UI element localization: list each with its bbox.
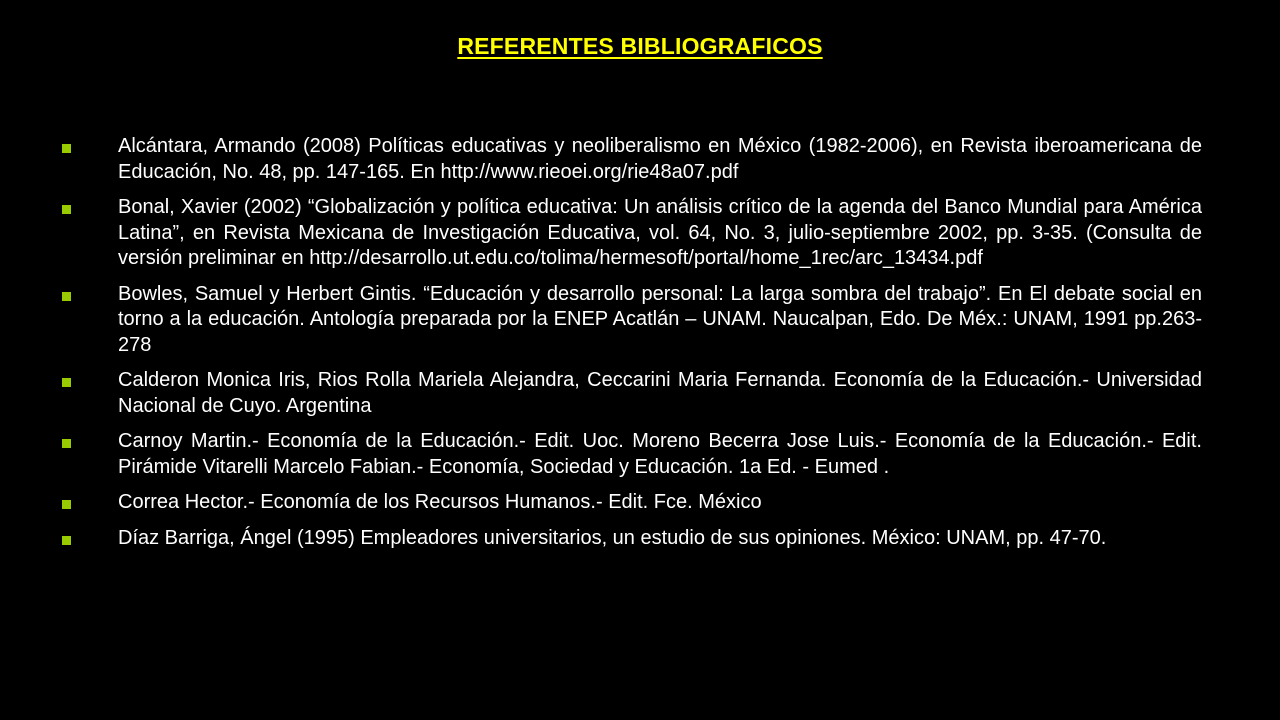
reference-item xyxy=(62,490,1202,516)
reference-item xyxy=(62,368,1202,419)
reference-text: Bowles, Samuel y Herbert Gintis. “Educación y desarrollo personal: La larga sombra del trabajo”. En El debate social en torno a la educación. Antología preparada por la ENEP Acatlán – UNAM. Naucalpan, Edo. De Méx.: UNAM, 1991 pp.263-278 xyxy=(118,282,1202,356)
reference-text: Bonal, Xavier (2002) “Globalización y política educativa: Un análisis crítico de la agenda del Banco Mundial para América Latina”, en Revista Mexicana de Investigación Educativa, vol. 64, No. 3, julio-septiembre 2002, pp. 3-35. (Consulta de versión preliminar en http://desarrollo.ut.edu.co/tolima/hermesoft/portal/home_1rec/arc_13434.pdf xyxy=(118,196,1202,269)
reference-text: Calderon Monica Iris, Rios Rolla Mariela Alejandra, Ceccarini Maria Fernanda. Economía de la Educación.- Universidad Nacional de Cuyo. Argentina xyxy=(118,369,1202,417)
reference-text: Carnoy Martin.- Economía de la Educación.- Edit. Uoc. Moreno Becerra Jose Luis.- Economía de la Educación.- Edit. Pirámide Vitarelli Marcelo Fabian.- Economía, Sociedad y Educación. 1a Ed. - Eumed . xyxy=(118,430,1202,478)
square-bullet-icon xyxy=(62,205,71,214)
reference-item xyxy=(62,429,1202,480)
square-bullet-icon xyxy=(62,292,71,301)
square-bullet-icon xyxy=(62,378,71,387)
reference-text: Correa Hector.- Economía de los Recursos Humanos.- Edit. Fce. México xyxy=(118,491,762,513)
square-bullet-icon xyxy=(62,536,71,545)
square-bullet-icon xyxy=(62,439,71,448)
slide-title: REFERENTES BIBLIOGRAFICOS xyxy=(457,33,823,59)
reference-item xyxy=(62,282,1202,359)
reference-list xyxy=(62,134,1202,561)
reference-item xyxy=(62,526,1202,552)
square-bullet-icon xyxy=(62,144,71,153)
square-bullet-icon xyxy=(62,500,71,509)
reference-text: Alcántara, Armando (2008) Políticas educativas y neoliberalismo en México (1982-2006), en Revista iberoamericana de Educación, No. 48, pp. 147-165. En http://www.rieoei.org/rie48a07.pdf xyxy=(118,135,1202,183)
reference-item xyxy=(62,195,1202,272)
reference-text: Díaz Barriga, Ángel (1995) Empleadores universitarios, un estudio de sus opiniones. México: UNAM, pp. 47-70. xyxy=(118,526,1107,549)
reference-item xyxy=(62,134,1202,185)
